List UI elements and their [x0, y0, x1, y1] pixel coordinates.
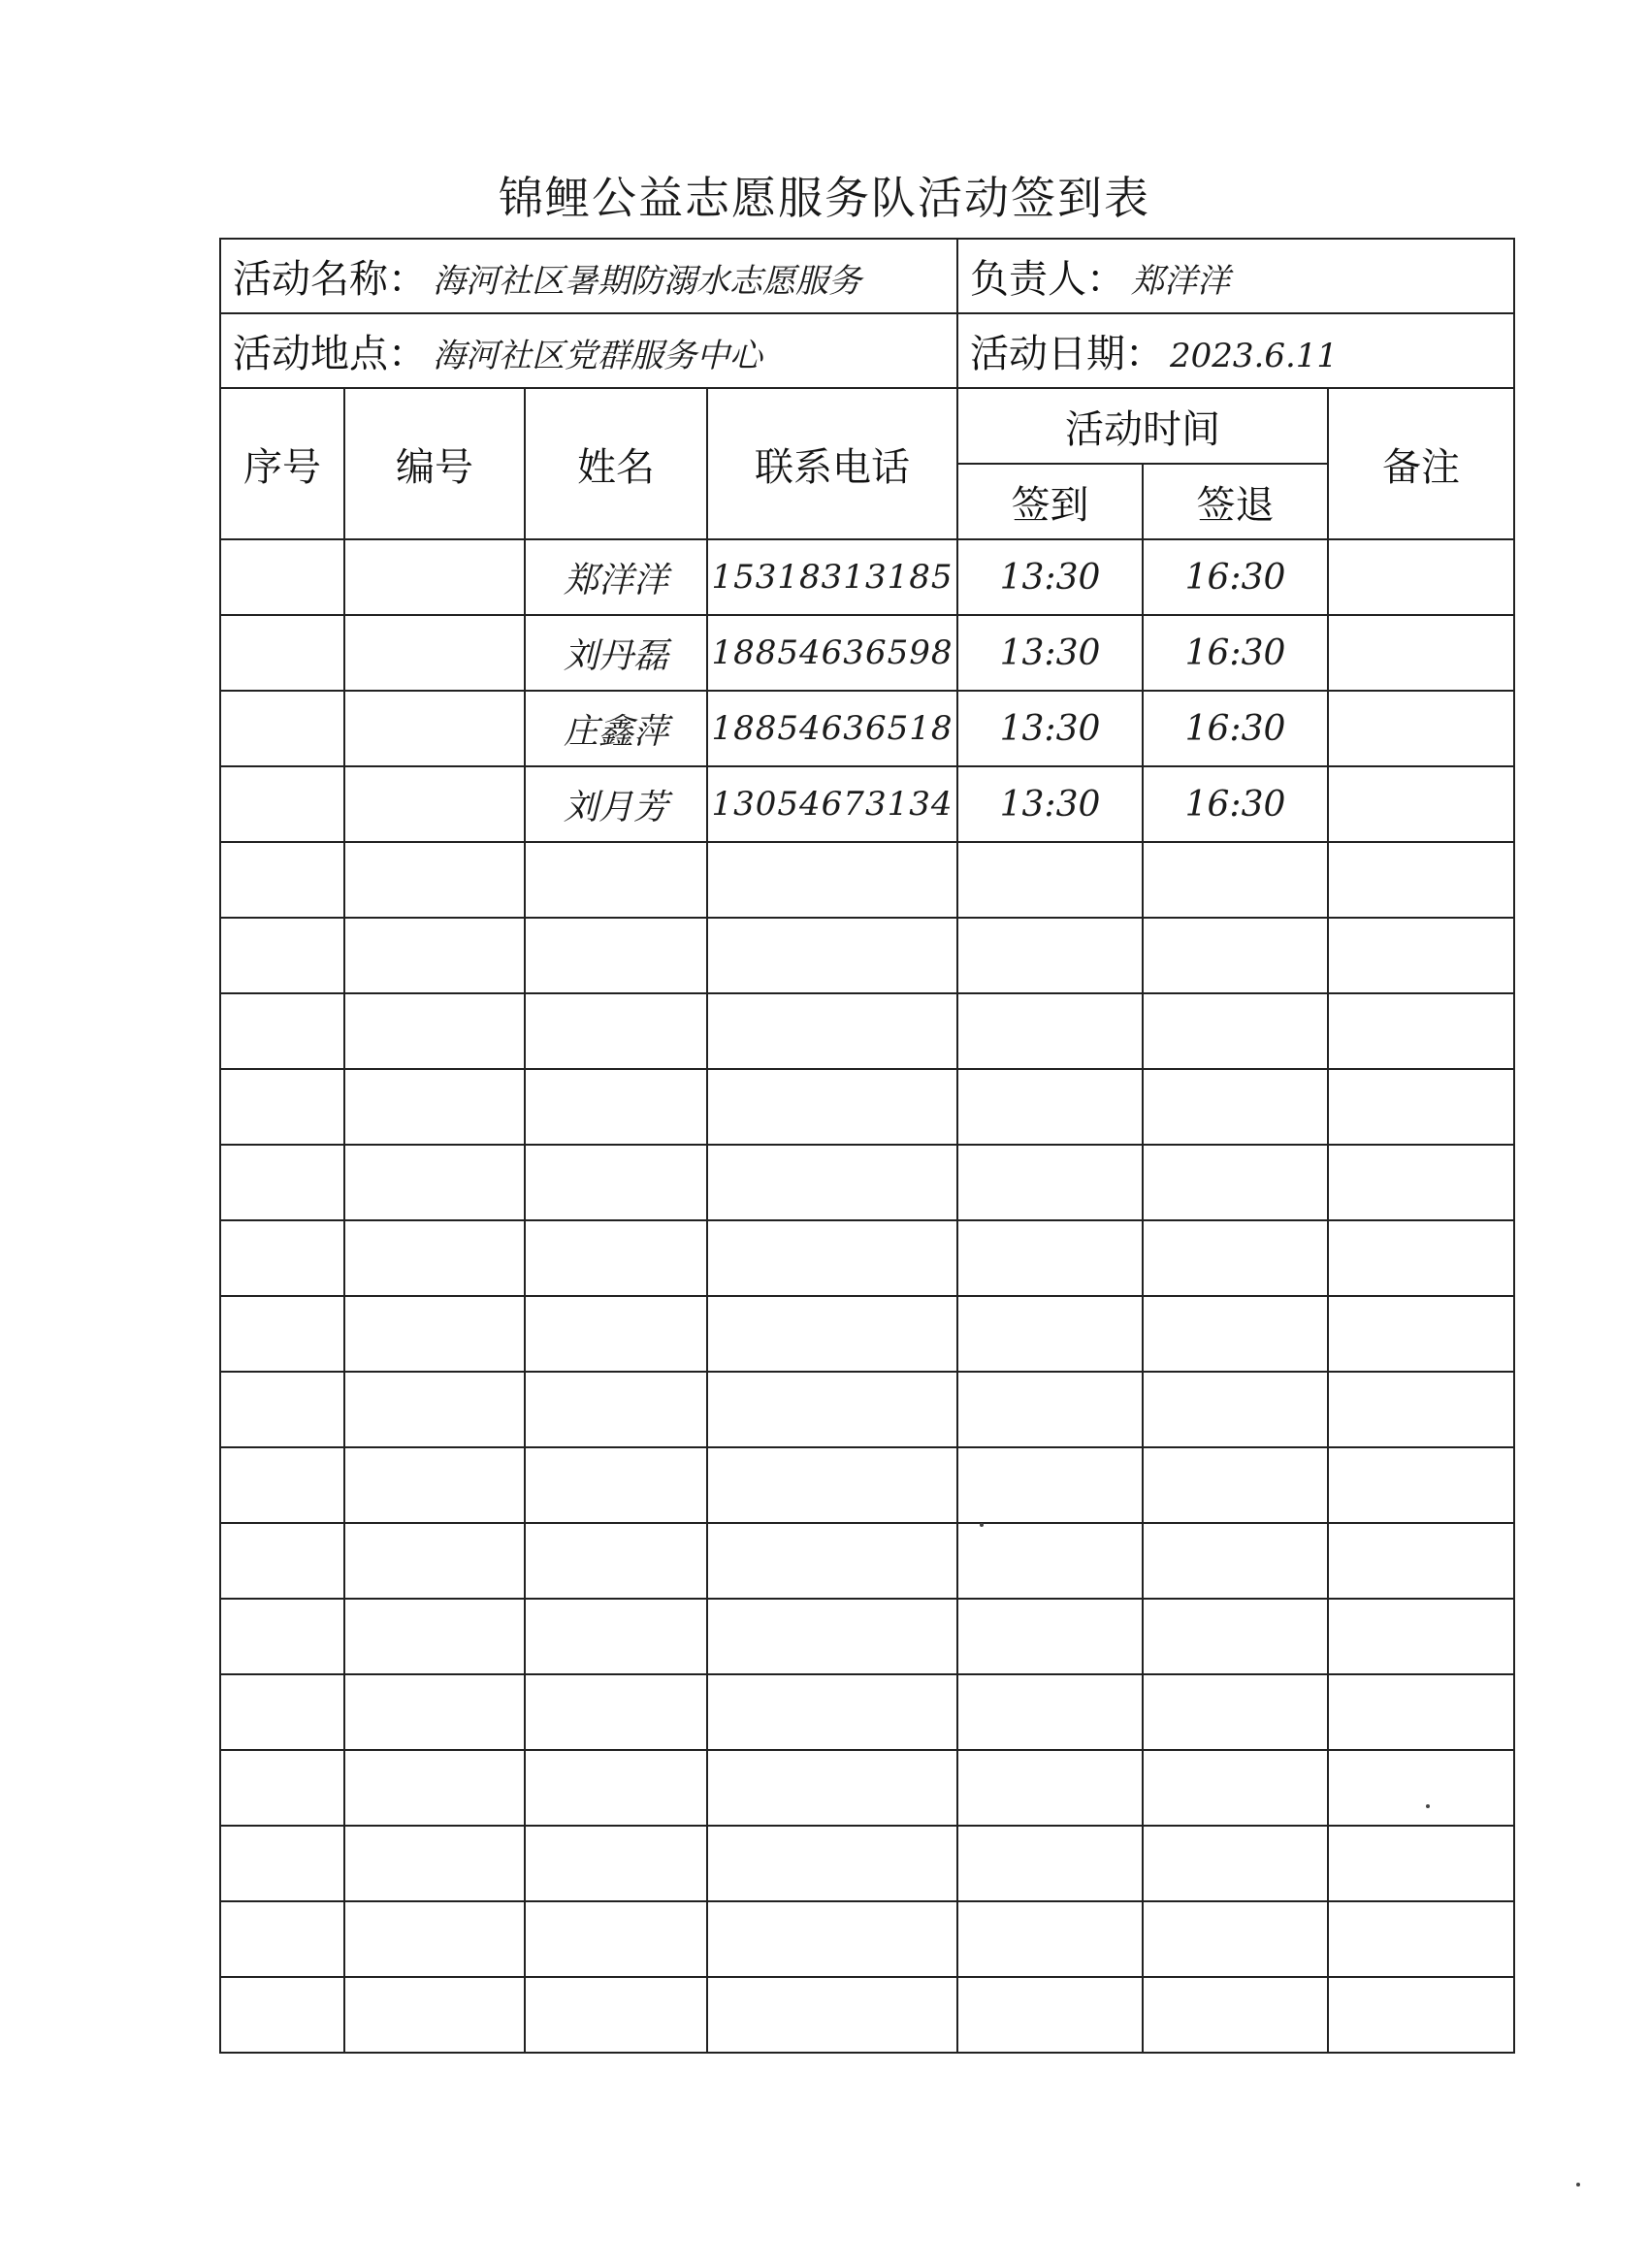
cell-phone [707, 993, 957, 1069]
cell-sign-in [957, 993, 1143, 1069]
table-row [220, 1447, 1514, 1523]
table-row [220, 615, 1514, 691]
cell-remark [1328, 691, 1514, 766]
header-activity-time: 活动时间 [957, 388, 1328, 464]
cell-sign-in [957, 1901, 1143, 1977]
cell-remark [1328, 993, 1514, 1069]
cell-sign-in: 13:30 [957, 539, 1143, 615]
cell-remark [1328, 1220, 1514, 1296]
activity-name-row [220, 239, 1514, 313]
header-seq: 序号 [220, 388, 344, 539]
cell-phone: 18854636598 [707, 615, 957, 691]
table-row [220, 1069, 1514, 1145]
cell-name [525, 1447, 707, 1523]
cell-remark [1328, 842, 1514, 918]
cell-sign-out [1143, 1901, 1328, 1977]
cell-sign-out [1143, 1220, 1328, 1296]
cell-name [525, 1977, 707, 2053]
cell-name [525, 1599, 707, 1674]
cell-name [525, 1674, 707, 1750]
cell-phone [707, 918, 957, 993]
cell-code [344, 539, 525, 615]
cell-sign-in [957, 1523, 1143, 1599]
cell-seq [220, 1750, 344, 1826]
cell-phone [707, 1599, 957, 1674]
cell-sign-out [1143, 1447, 1328, 1523]
cell-seq [220, 1145, 344, 1220]
cell-seq [220, 842, 344, 918]
cell-sign-out [1143, 1296, 1328, 1372]
cell-seq [220, 615, 344, 691]
cell-name [525, 1826, 707, 1901]
header-name: 姓名 [525, 388, 707, 539]
cell-seq [220, 1826, 344, 1901]
cell-remark [1328, 1372, 1514, 1447]
cell-seq [220, 1901, 344, 1977]
table-row [220, 1296, 1514, 1372]
cell-phone [707, 842, 957, 918]
header-remark: 备注 [1328, 388, 1514, 539]
cell-name [525, 1523, 707, 1599]
cell-seq [220, 1447, 344, 1523]
table-row [220, 1826, 1514, 1901]
cell-name [525, 1750, 707, 1826]
cell-sign-in [957, 918, 1143, 993]
table-row [220, 1523, 1514, 1599]
table-row [220, 1674, 1514, 1750]
table-row [220, 766, 1514, 842]
cell-phone [707, 1069, 957, 1145]
cell-seq [220, 1674, 344, 1750]
cell-name [525, 993, 707, 1069]
cell-sign-out [1143, 1599, 1328, 1674]
cell-code [344, 1372, 525, 1447]
location-value: 海河社区党群服务中心 [433, 337, 762, 375]
scan-speck [1576, 2183, 1580, 2187]
cell-remark [1328, 1750, 1514, 1826]
table-row [220, 1372, 1514, 1447]
cell-seq [220, 1296, 344, 1372]
cell-sign-out [1143, 1069, 1328, 1145]
cell-name [525, 1145, 707, 1220]
cell-name [525, 1296, 707, 1372]
cell-seq [220, 1599, 344, 1674]
cell-name: 郑洋洋 [525, 539, 707, 615]
cell-code [344, 993, 525, 1069]
cell-phone [707, 1145, 957, 1220]
cell-sign-in: 13:30 [957, 691, 1143, 766]
table-row [220, 691, 1514, 766]
cell-phone [707, 1372, 957, 1447]
cell-code [344, 766, 525, 842]
table-row [220, 1599, 1514, 1674]
cell-sign-out [1143, 1826, 1328, 1901]
cell-code [344, 1069, 525, 1145]
cell-code [344, 918, 525, 993]
cell-sign-out [1143, 1977, 1328, 2053]
cell-remark [1328, 918, 1514, 993]
header-sign-out: 签退 [1143, 464, 1328, 539]
cell-remark [1328, 766, 1514, 842]
cell-remark [1328, 1296, 1514, 1372]
cell-code [344, 1674, 525, 1750]
cell-remark [1328, 539, 1514, 615]
cell-name [525, 1220, 707, 1296]
cell-remark [1328, 1826, 1514, 1901]
cell-sign-out [1143, 918, 1328, 993]
cell-code [344, 1523, 525, 1599]
cell-phone [707, 1447, 957, 1523]
header-sign-in: 签到 [957, 464, 1143, 539]
cell-seq [220, 539, 344, 615]
cell-sign-out: 16:30 [1143, 539, 1328, 615]
leader-cell [957, 239, 1514, 313]
cell-remark [1328, 1069, 1514, 1145]
page-title: 锦鲤公益志愿服务队活动签到表 [499, 172, 1150, 224]
cell-sign-in: 13:30 [957, 766, 1143, 842]
cell-name: 刘月芳 [525, 766, 707, 842]
location-label: 活动地点： [233, 332, 427, 376]
cell-phone [707, 1220, 957, 1296]
location-cell [220, 313, 957, 388]
cell-phone: 18854636518 [707, 691, 957, 766]
cell-seq [220, 1523, 344, 1599]
cell-remark [1328, 1901, 1514, 1977]
cell-remark [1328, 615, 1514, 691]
cell-sign-in [957, 1372, 1143, 1447]
cell-sign-in [957, 842, 1143, 918]
cell-phone [707, 1750, 957, 1826]
cell-sign-in: 13:30 [957, 615, 1143, 691]
cell-sign-in [957, 1447, 1143, 1523]
cell-phone [707, 1523, 957, 1599]
table-row [220, 1145, 1514, 1220]
cell-sign-out: 16:30 [1143, 691, 1328, 766]
cell-remark [1328, 1145, 1514, 1220]
cell-code [344, 1977, 525, 2053]
cell-seq [220, 691, 344, 766]
cell-phone [707, 1674, 957, 1750]
cell-code [344, 1826, 525, 1901]
scan-speck [1426, 1804, 1430, 1808]
cell-phone [707, 1901, 957, 1977]
cell-code [344, 1750, 525, 1826]
cell-code [344, 691, 525, 766]
leader-value: 郑洋洋 [1131, 262, 1230, 301]
cell-sign-out [1143, 1750, 1328, 1826]
cell-sign-in [957, 1220, 1143, 1296]
cell-name [525, 918, 707, 993]
cell-code [344, 1145, 525, 1220]
cell-name [525, 842, 707, 918]
table-row [220, 1750, 1514, 1826]
cell-code [344, 1599, 525, 1674]
cell-seq [220, 993, 344, 1069]
cell-code [344, 1296, 525, 1372]
activity-location-row [220, 313, 1514, 388]
activity-name-label: 活动名称： [233, 257, 427, 302]
cell-code [344, 615, 525, 691]
cell-sign-out [1143, 1523, 1328, 1599]
cell-code [344, 1901, 525, 1977]
cell-sign-out [1143, 1674, 1328, 1750]
cell-sign-out: 16:30 [1143, 615, 1328, 691]
cell-sign-out [1143, 1372, 1328, 1447]
cell-sign-in [957, 1599, 1143, 1674]
cell-name [525, 1372, 707, 1447]
cell-sign-in [957, 1977, 1143, 2053]
sign-in-table [219, 238, 1515, 2054]
table-row [220, 993, 1514, 1069]
cell-sign-in [957, 1296, 1143, 1372]
cell-phone [707, 1826, 957, 1901]
date-cell [957, 313, 1514, 388]
date-label: 活动日期： [970, 332, 1164, 376]
cell-code [344, 842, 525, 918]
cell-seq [220, 1069, 344, 1145]
cell-seq [220, 766, 344, 842]
cell-phone [707, 1977, 957, 2053]
cell-name: 庄鑫萍 [525, 691, 707, 766]
date-value: 2023.6.11 [1170, 337, 1339, 375]
cell-remark [1328, 1447, 1514, 1523]
table-row [220, 842, 1514, 918]
cell-name: 刘丹磊 [525, 615, 707, 691]
cell-sign-out: 16:30 [1143, 766, 1328, 842]
activity-name-value: 海河社区暑期防溺水志愿服务 [433, 262, 861, 301]
cell-remark [1328, 1977, 1514, 2053]
cell-sign-in [957, 1750, 1143, 1826]
header-phone: 联系电话 [707, 388, 957, 539]
cell-sign-out [1143, 1145, 1328, 1220]
cell-seq [220, 1220, 344, 1296]
activity-name-cell [220, 239, 957, 313]
leader-label: 负责人： [970, 257, 1125, 302]
cell-code [344, 1220, 525, 1296]
cell-remark [1328, 1523, 1514, 1599]
cell-phone: 13054673134 [707, 766, 957, 842]
cell-seq [220, 918, 344, 993]
scan-speck [980, 1523, 984, 1527]
cell-seq [220, 1372, 344, 1447]
cell-sign-in [957, 1674, 1143, 1750]
table-row [220, 1901, 1514, 1977]
cell-seq [220, 1977, 344, 2053]
cell-sign-in [957, 1826, 1143, 1901]
cell-phone [707, 1296, 957, 1372]
cell-name [525, 1901, 707, 1977]
header-row-1 [220, 388, 1514, 464]
cell-sign-out [1143, 842, 1328, 918]
cell-remark [1328, 1599, 1514, 1674]
cell-sign-in [957, 1145, 1143, 1220]
cell-sign-out [1143, 993, 1328, 1069]
cell-sign-in [957, 1069, 1143, 1145]
header-code: 编号 [344, 388, 525, 539]
cell-name [525, 1069, 707, 1145]
cell-phone: 15318313185 [707, 539, 957, 615]
table-row [220, 1977, 1514, 2053]
table-row [220, 1220, 1514, 1296]
cell-code [344, 1447, 525, 1523]
table-row [220, 918, 1514, 993]
cell-remark [1328, 1674, 1514, 1750]
table-row [220, 539, 1514, 615]
